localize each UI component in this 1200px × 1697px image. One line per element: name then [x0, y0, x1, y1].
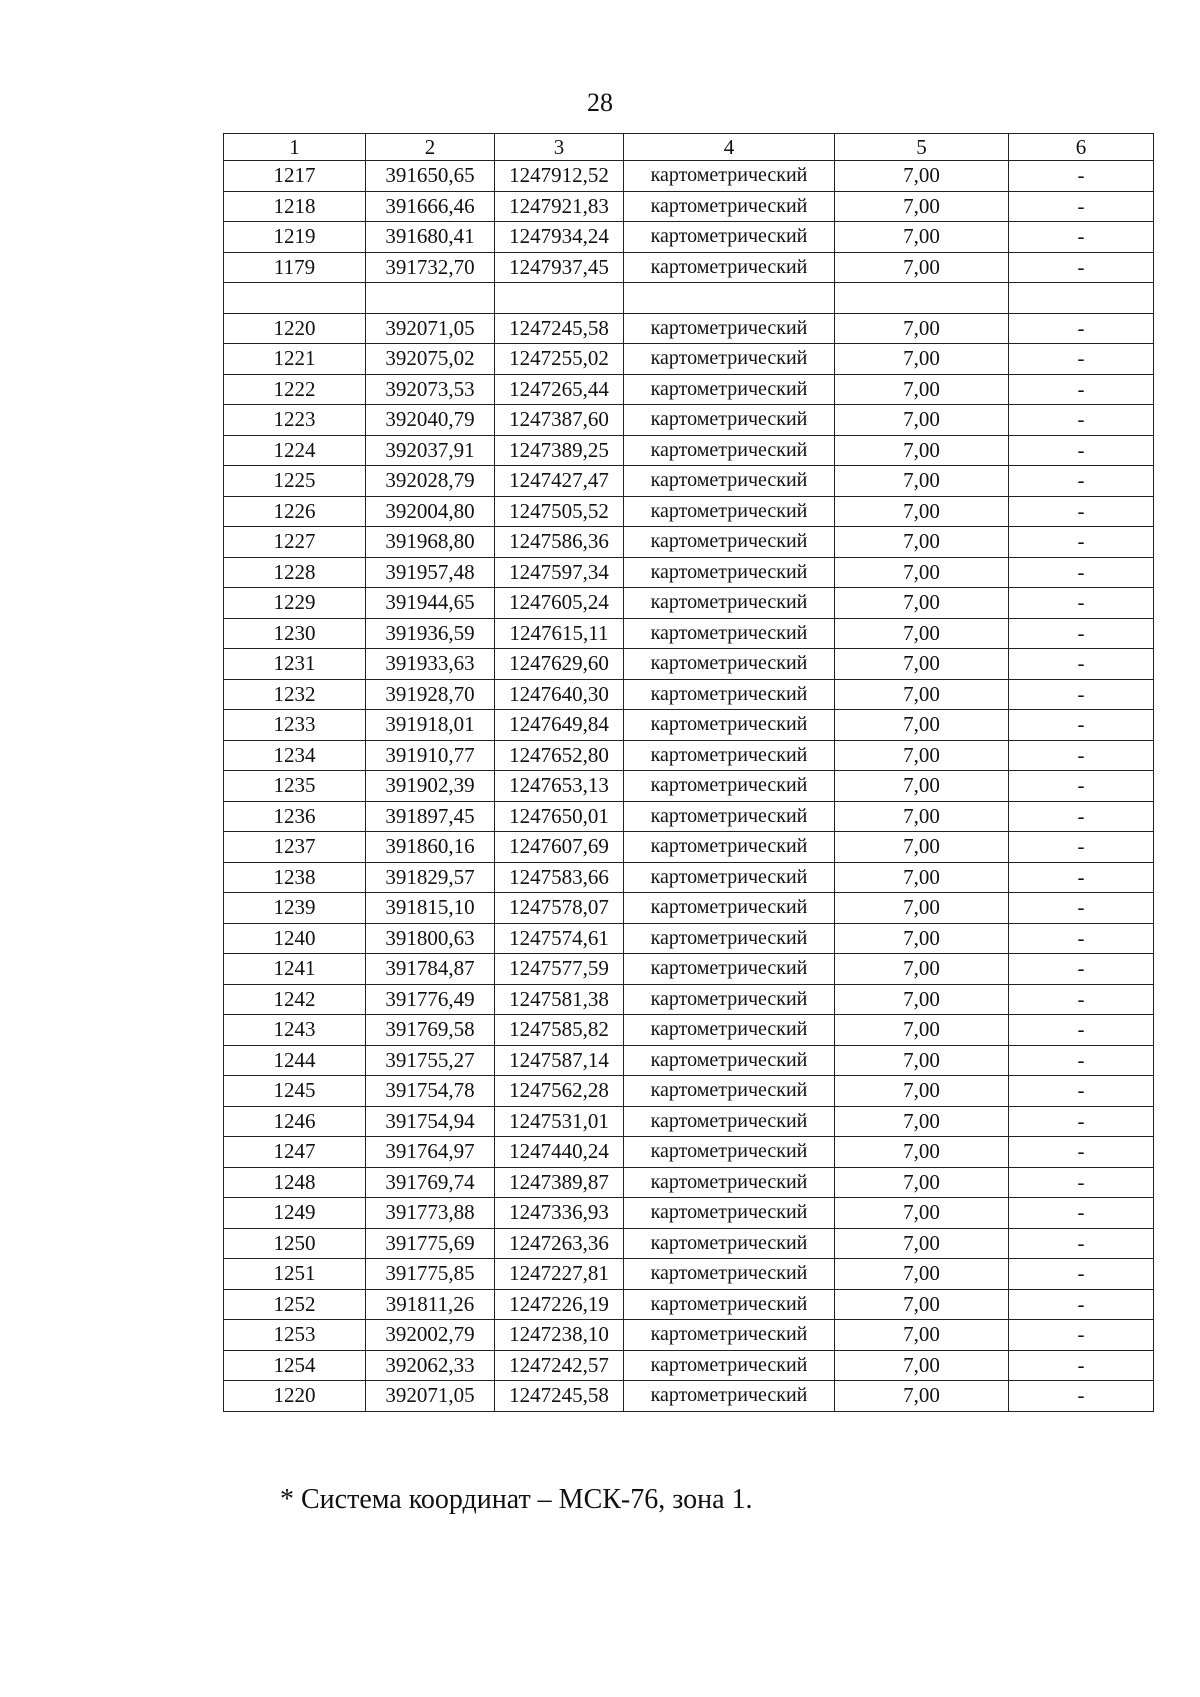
table-row: [224, 893, 1154, 924]
accuracy-cell: 7,00: [835, 313, 1009, 344]
accuracy-cell: 7,00: [835, 435, 1009, 466]
point-number-cell: 1235: [224, 771, 366, 802]
method-cell: картометрический: [624, 191, 835, 222]
point-number-cell: 1240: [224, 923, 366, 954]
accuracy-cell: [835, 283, 1009, 314]
method-cell: картометрический: [624, 252, 835, 283]
description-cell: -: [1009, 405, 1154, 436]
accuracy-cell: 7,00: [835, 984, 1009, 1015]
y-coordinate-cell: 1247336,93: [495, 1198, 624, 1229]
y-coordinate-cell: 1247226,19: [495, 1289, 624, 1320]
point-number-cell: 1238: [224, 862, 366, 893]
point-number-cell: 1251: [224, 1259, 366, 1290]
table-row: [224, 191, 1154, 222]
accuracy-cell: 7,00: [835, 466, 1009, 497]
x-coordinate-cell: 391775,69: [366, 1228, 495, 1259]
y-coordinate-cell: 1247577,59: [495, 954, 624, 985]
point-number-cell: 1222: [224, 374, 366, 405]
description-cell: -: [1009, 1106, 1154, 1137]
x-coordinate-cell: 391773,88: [366, 1198, 495, 1229]
description-cell: -: [1009, 1381, 1154, 1412]
table-row: [224, 252, 1154, 283]
accuracy-cell: 7,00: [835, 649, 1009, 680]
method-cell: картометрический: [624, 1076, 835, 1107]
description-cell: -: [1009, 588, 1154, 619]
point-number-cell: 1242: [224, 984, 366, 1015]
x-coordinate-cell: 391897,45: [366, 801, 495, 832]
y-coordinate-cell: 1247389,87: [495, 1167, 624, 1198]
accuracy-cell: 7,00: [835, 923, 1009, 954]
point-number-cell: 1247: [224, 1137, 366, 1168]
method-cell: картометрический: [624, 1045, 835, 1076]
point-number-cell: 1219: [224, 222, 366, 253]
y-coordinate-cell: 1247652,80: [495, 740, 624, 771]
y-coordinate-cell: 1247227,81: [495, 1259, 624, 1290]
x-coordinate-cell: 391957,48: [366, 557, 495, 588]
y-coordinate-cell: 1247607,69: [495, 832, 624, 863]
method-cell: картометрический: [624, 1350, 835, 1381]
point-number-cell: [224, 283, 366, 314]
x-coordinate-cell: 391910,77: [366, 740, 495, 771]
point-number-cell: 1254: [224, 1350, 366, 1381]
point-number-cell: 1252: [224, 1289, 366, 1320]
table-row: [224, 527, 1154, 558]
description-cell: -: [1009, 832, 1154, 863]
accuracy-cell: 7,00: [835, 222, 1009, 253]
x-coordinate-cell: 392071,05: [366, 1381, 495, 1412]
y-coordinate-cell: 1247653,13: [495, 771, 624, 802]
y-coordinate-cell: 1247265,44: [495, 374, 624, 405]
table-header-row: [224, 134, 1154, 161]
y-coordinate-cell: 1247912,52: [495, 161, 624, 192]
description-cell: -: [1009, 1289, 1154, 1320]
accuracy-cell: 7,00: [835, 1137, 1009, 1168]
x-coordinate-cell: 392071,05: [366, 313, 495, 344]
table-row: [224, 740, 1154, 771]
point-number-cell: 1227: [224, 527, 366, 558]
y-coordinate-cell: 1247389,25: [495, 435, 624, 466]
method-cell: картометрический: [624, 161, 835, 192]
method-cell: картометрический: [624, 893, 835, 924]
accuracy-cell: 7,00: [835, 405, 1009, 436]
y-coordinate-cell: 1247581,38: [495, 984, 624, 1015]
table-row: [224, 862, 1154, 893]
y-coordinate-cell: 1247242,57: [495, 1350, 624, 1381]
method-cell: картометрический: [624, 1320, 835, 1351]
method-cell: [624, 283, 835, 314]
table-row: [224, 1137, 1154, 1168]
x-coordinate-cell: 391732,70: [366, 252, 495, 283]
x-coordinate-cell: 391902,39: [366, 771, 495, 802]
x-coordinate-cell: 391650,65: [366, 161, 495, 192]
description-cell: -: [1009, 191, 1154, 222]
x-coordinate-cell: 392062,33: [366, 1350, 495, 1381]
x-coordinate-cell: 391933,63: [366, 649, 495, 680]
y-coordinate-cell: 1247263,36: [495, 1228, 624, 1259]
accuracy-cell: 7,00: [835, 557, 1009, 588]
point-number-cell: 1221: [224, 344, 366, 375]
description-cell: -: [1009, 862, 1154, 893]
accuracy-cell: 7,00: [835, 771, 1009, 802]
y-coordinate-cell: 1247605,24: [495, 588, 624, 619]
description-cell: -: [1009, 466, 1154, 497]
method-cell: картометрический: [624, 679, 835, 710]
y-coordinate-cell: 1247650,01: [495, 801, 624, 832]
description-cell: -: [1009, 1045, 1154, 1076]
table-row: [224, 984, 1154, 1015]
x-coordinate-cell: 391754,78: [366, 1076, 495, 1107]
point-number-cell: 1224: [224, 435, 366, 466]
description-cell: -: [1009, 222, 1154, 253]
description-cell: -: [1009, 1320, 1154, 1351]
method-cell: картометрический: [624, 588, 835, 619]
accuracy-cell: 7,00: [835, 801, 1009, 832]
y-coordinate-cell: 1247531,01: [495, 1106, 624, 1137]
y-coordinate-cell: 1247586,36: [495, 527, 624, 558]
table-row: [224, 649, 1154, 680]
point-number-cell: 1249: [224, 1198, 366, 1229]
x-coordinate-cell: 391666,46: [366, 191, 495, 222]
accuracy-cell: 7,00: [835, 1167, 1009, 1198]
y-coordinate-cell: 1247583,66: [495, 862, 624, 893]
accuracy-cell: 7,00: [835, 679, 1009, 710]
y-coordinate-cell: 1247255,02: [495, 344, 624, 375]
x-coordinate-cell: 392028,79: [366, 466, 495, 497]
point-number-cell: 1220: [224, 313, 366, 344]
table-row: [224, 496, 1154, 527]
accuracy-cell: 7,00: [835, 1198, 1009, 1229]
description-cell: -: [1009, 801, 1154, 832]
description-cell: -: [1009, 710, 1154, 741]
method-cell: картометрический: [624, 954, 835, 985]
accuracy-cell: 7,00: [835, 344, 1009, 375]
description-cell: -: [1009, 1076, 1154, 1107]
x-coordinate-cell: 391800,63: [366, 923, 495, 954]
accuracy-cell: 7,00: [835, 496, 1009, 527]
x-coordinate-cell: 392004,80: [366, 496, 495, 527]
description-cell: [1009, 283, 1154, 314]
description-cell: -: [1009, 954, 1154, 985]
description-cell: -: [1009, 984, 1154, 1015]
accuracy-cell: 7,00: [835, 893, 1009, 924]
y-coordinate-cell: [495, 283, 624, 314]
table-row: [224, 832, 1154, 863]
description-cell: -: [1009, 496, 1154, 527]
x-coordinate-cell: 391776,49: [366, 984, 495, 1015]
description-cell: -: [1009, 618, 1154, 649]
footnote: * Система координат – МСК-76, зона 1.: [280, 1484, 753, 1515]
accuracy-cell: 7,00: [835, 1350, 1009, 1381]
method-cell: картометрический: [624, 405, 835, 436]
method-cell: картометрический: [624, 740, 835, 771]
y-coordinate-cell: 1247427,47: [495, 466, 624, 497]
x-coordinate-cell: 391936,59: [366, 618, 495, 649]
y-coordinate-cell: 1247245,58: [495, 313, 624, 344]
table-row: [224, 435, 1154, 466]
point-number-cell: 1236: [224, 801, 366, 832]
x-coordinate-cell: 391784,87: [366, 954, 495, 985]
description-cell: -: [1009, 527, 1154, 558]
description-cell: -: [1009, 649, 1154, 680]
page-number: 28: [587, 88, 613, 117]
point-number-cell: 1230: [224, 618, 366, 649]
y-coordinate-cell: 1247921,83: [495, 191, 624, 222]
table-row: [224, 954, 1154, 985]
x-coordinate-cell: 391968,80: [366, 527, 495, 558]
method-cell: картометрический: [624, 1167, 835, 1198]
description-cell: -: [1009, 374, 1154, 405]
point-number-cell: 1232: [224, 679, 366, 710]
x-coordinate-cell: 391829,57: [366, 862, 495, 893]
table-row: [224, 1350, 1154, 1381]
point-number-cell: 1239: [224, 893, 366, 924]
y-coordinate-cell: 1247649,84: [495, 710, 624, 741]
y-coordinate-cell: 1247578,07: [495, 893, 624, 924]
table-row: [224, 1320, 1154, 1351]
table-row: [224, 1289, 1154, 1320]
description-cell: -: [1009, 313, 1154, 344]
column-header: 2: [366, 134, 495, 161]
x-coordinate-cell: 391815,10: [366, 893, 495, 924]
description-cell: -: [1009, 344, 1154, 375]
method-cell: картометрический: [624, 1015, 835, 1046]
description-cell: -: [1009, 1350, 1154, 1381]
method-cell: картометрический: [624, 1198, 835, 1229]
method-cell: картометрический: [624, 466, 835, 497]
table-row: [224, 1228, 1154, 1259]
point-number-cell: 1253: [224, 1320, 366, 1351]
table-row: [224, 1381, 1154, 1412]
point-number-cell: 1248: [224, 1167, 366, 1198]
method-cell: картометрический: [624, 1289, 835, 1320]
column-header: 6: [1009, 134, 1154, 161]
method-cell: картометрический: [624, 801, 835, 832]
x-coordinate-cell: 391680,41: [366, 222, 495, 253]
point-number-cell: 1231: [224, 649, 366, 680]
column-header: 3: [495, 134, 624, 161]
method-cell: картометрический: [624, 862, 835, 893]
y-coordinate-cell: 1247505,52: [495, 496, 624, 527]
table-row: [224, 801, 1154, 832]
point-number-cell: 1244: [224, 1045, 366, 1076]
table-row: [224, 374, 1154, 405]
point-number-cell: 1241: [224, 954, 366, 985]
point-number-cell: 1217: [224, 161, 366, 192]
accuracy-cell: 7,00: [835, 954, 1009, 985]
description-cell: -: [1009, 893, 1154, 924]
accuracy-cell: 7,00: [835, 1015, 1009, 1046]
x-coordinate-cell: 391918,01: [366, 710, 495, 741]
point-number-cell: 1228: [224, 557, 366, 588]
table-row: [224, 1045, 1154, 1076]
description-cell: -: [1009, 1198, 1154, 1229]
x-coordinate-cell: 391769,74: [366, 1167, 495, 1198]
description-cell: -: [1009, 1167, 1154, 1198]
method-cell: картометрический: [624, 710, 835, 741]
point-number-cell: 1218: [224, 191, 366, 222]
x-coordinate-cell: 392073,53: [366, 374, 495, 405]
table-row: [224, 1076, 1154, 1107]
method-cell: картометрический: [624, 222, 835, 253]
point-number-cell: 1226: [224, 496, 366, 527]
description-cell: -: [1009, 923, 1154, 954]
x-coordinate-cell: 391755,27: [366, 1045, 495, 1076]
accuracy-cell: 7,00: [835, 1381, 1009, 1412]
x-coordinate-cell: 391944,65: [366, 588, 495, 619]
column-header: 1: [224, 134, 366, 161]
y-coordinate-cell: 1247245,58: [495, 1381, 624, 1412]
description-cell: -: [1009, 679, 1154, 710]
y-coordinate-cell: 1247562,28: [495, 1076, 624, 1107]
point-number-cell: 1179: [224, 252, 366, 283]
description-cell: -: [1009, 1259, 1154, 1290]
y-coordinate-cell: 1247585,82: [495, 1015, 624, 1046]
description-cell: -: [1009, 771, 1154, 802]
point-number-cell: 1223: [224, 405, 366, 436]
table-row: [224, 1015, 1154, 1046]
method-cell: картометрический: [624, 1228, 835, 1259]
method-cell: картометрический: [624, 923, 835, 954]
method-cell: картометрический: [624, 1106, 835, 1137]
x-coordinate-cell: 391775,85: [366, 1259, 495, 1290]
y-coordinate-cell: 1247615,11: [495, 618, 624, 649]
accuracy-cell: 7,00: [835, 1289, 1009, 1320]
accuracy-cell: 7,00: [835, 1320, 1009, 1351]
x-coordinate-cell: 392002,79: [366, 1320, 495, 1351]
table-row: [224, 557, 1154, 588]
table-row: [224, 283, 1154, 314]
column-header: 5: [835, 134, 1009, 161]
table-row: [224, 679, 1154, 710]
table-row: [224, 405, 1154, 436]
accuracy-cell: 7,00: [835, 1076, 1009, 1107]
accuracy-cell: 7,00: [835, 1228, 1009, 1259]
description-cell: -: [1009, 1137, 1154, 1168]
point-number-cell: 1243: [224, 1015, 366, 1046]
x-coordinate-cell: 392040,79: [366, 405, 495, 436]
description-cell: -: [1009, 435, 1154, 466]
point-number-cell: 1225: [224, 466, 366, 497]
x-coordinate-cell: 392037,91: [366, 435, 495, 466]
y-coordinate-cell: 1247574,61: [495, 923, 624, 954]
table-row: [224, 771, 1154, 802]
method-cell: картометрический: [624, 1381, 835, 1412]
point-number-cell: 1245: [224, 1076, 366, 1107]
method-cell: картометрический: [624, 374, 835, 405]
x-coordinate-cell: 391764,97: [366, 1137, 495, 1168]
table-row: [224, 1198, 1154, 1229]
accuracy-cell: 7,00: [835, 618, 1009, 649]
method-cell: картометрический: [624, 1259, 835, 1290]
table-body: [224, 161, 1154, 1412]
table-row: [224, 588, 1154, 619]
accuracy-cell: 7,00: [835, 191, 1009, 222]
point-number-cell: 1237: [224, 832, 366, 863]
accuracy-cell: 7,00: [835, 862, 1009, 893]
description-cell: -: [1009, 161, 1154, 192]
accuracy-cell: 7,00: [835, 588, 1009, 619]
method-cell: картометрический: [624, 527, 835, 558]
x-coordinate-cell: 391769,58: [366, 1015, 495, 1046]
y-coordinate-cell: 1247629,60: [495, 649, 624, 680]
table-row: [224, 222, 1154, 253]
y-coordinate-cell: 1247587,14: [495, 1045, 624, 1076]
method-cell: картометрический: [624, 649, 835, 680]
method-cell: картометрический: [624, 435, 835, 466]
accuracy-cell: 7,00: [835, 161, 1009, 192]
table-row: [224, 466, 1154, 497]
description-cell: -: [1009, 1228, 1154, 1259]
y-coordinate-cell: 1247387,60: [495, 405, 624, 436]
description-cell: -: [1009, 740, 1154, 771]
table-row: [224, 344, 1154, 375]
method-cell: картометрический: [624, 832, 835, 863]
table-row: [224, 1259, 1154, 1290]
x-coordinate-cell: [366, 283, 495, 314]
method-cell: картометрический: [624, 313, 835, 344]
x-coordinate-cell: 392075,02: [366, 344, 495, 375]
accuracy-cell: 7,00: [835, 1259, 1009, 1290]
description-cell: -: [1009, 252, 1154, 283]
x-coordinate-cell: 391811,26: [366, 1289, 495, 1320]
description-cell: -: [1009, 557, 1154, 588]
method-cell: картометрический: [624, 1137, 835, 1168]
y-coordinate-cell: 1247597,34: [495, 557, 624, 588]
table-row: [224, 161, 1154, 192]
accuracy-cell: 7,00: [835, 527, 1009, 558]
accuracy-cell: 7,00: [835, 832, 1009, 863]
y-coordinate-cell: 1247440,24: [495, 1137, 624, 1168]
y-coordinate-cell: 1247937,45: [495, 252, 624, 283]
point-number-cell: 1220: [224, 1381, 366, 1412]
point-number-cell: 1234: [224, 740, 366, 771]
y-coordinate-cell: 1247238,10: [495, 1320, 624, 1351]
table-row: [224, 923, 1154, 954]
table-row: [224, 710, 1154, 741]
coordinates-table: [223, 133, 1154, 1412]
method-cell: картометрический: [624, 557, 835, 588]
method-cell: картометрический: [624, 984, 835, 1015]
point-number-cell: 1246: [224, 1106, 366, 1137]
x-coordinate-cell: 391754,94: [366, 1106, 495, 1137]
table-row: [224, 1167, 1154, 1198]
x-coordinate-cell: 391860,16: [366, 832, 495, 863]
accuracy-cell: 7,00: [835, 740, 1009, 771]
column-header: 4: [624, 134, 835, 161]
y-coordinate-cell: 1247640,30: [495, 679, 624, 710]
point-number-cell: 1250: [224, 1228, 366, 1259]
table-row: [224, 1106, 1154, 1137]
method-cell: картометрический: [624, 496, 835, 527]
accuracy-cell: 7,00: [835, 1106, 1009, 1137]
table-row: [224, 313, 1154, 344]
method-cell: картометрический: [624, 618, 835, 649]
description-cell: -: [1009, 1015, 1154, 1046]
method-cell: картометрический: [624, 344, 835, 375]
accuracy-cell: 7,00: [835, 252, 1009, 283]
accuracy-cell: 7,00: [835, 710, 1009, 741]
table-row: [224, 618, 1154, 649]
point-number-cell: 1229: [224, 588, 366, 619]
y-coordinate-cell: 1247934,24: [495, 222, 624, 253]
accuracy-cell: 7,00: [835, 374, 1009, 405]
point-number-cell: 1233: [224, 710, 366, 741]
method-cell: картометрический: [624, 771, 835, 802]
accuracy-cell: 7,00: [835, 1045, 1009, 1076]
x-coordinate-cell: 391928,70: [366, 679, 495, 710]
